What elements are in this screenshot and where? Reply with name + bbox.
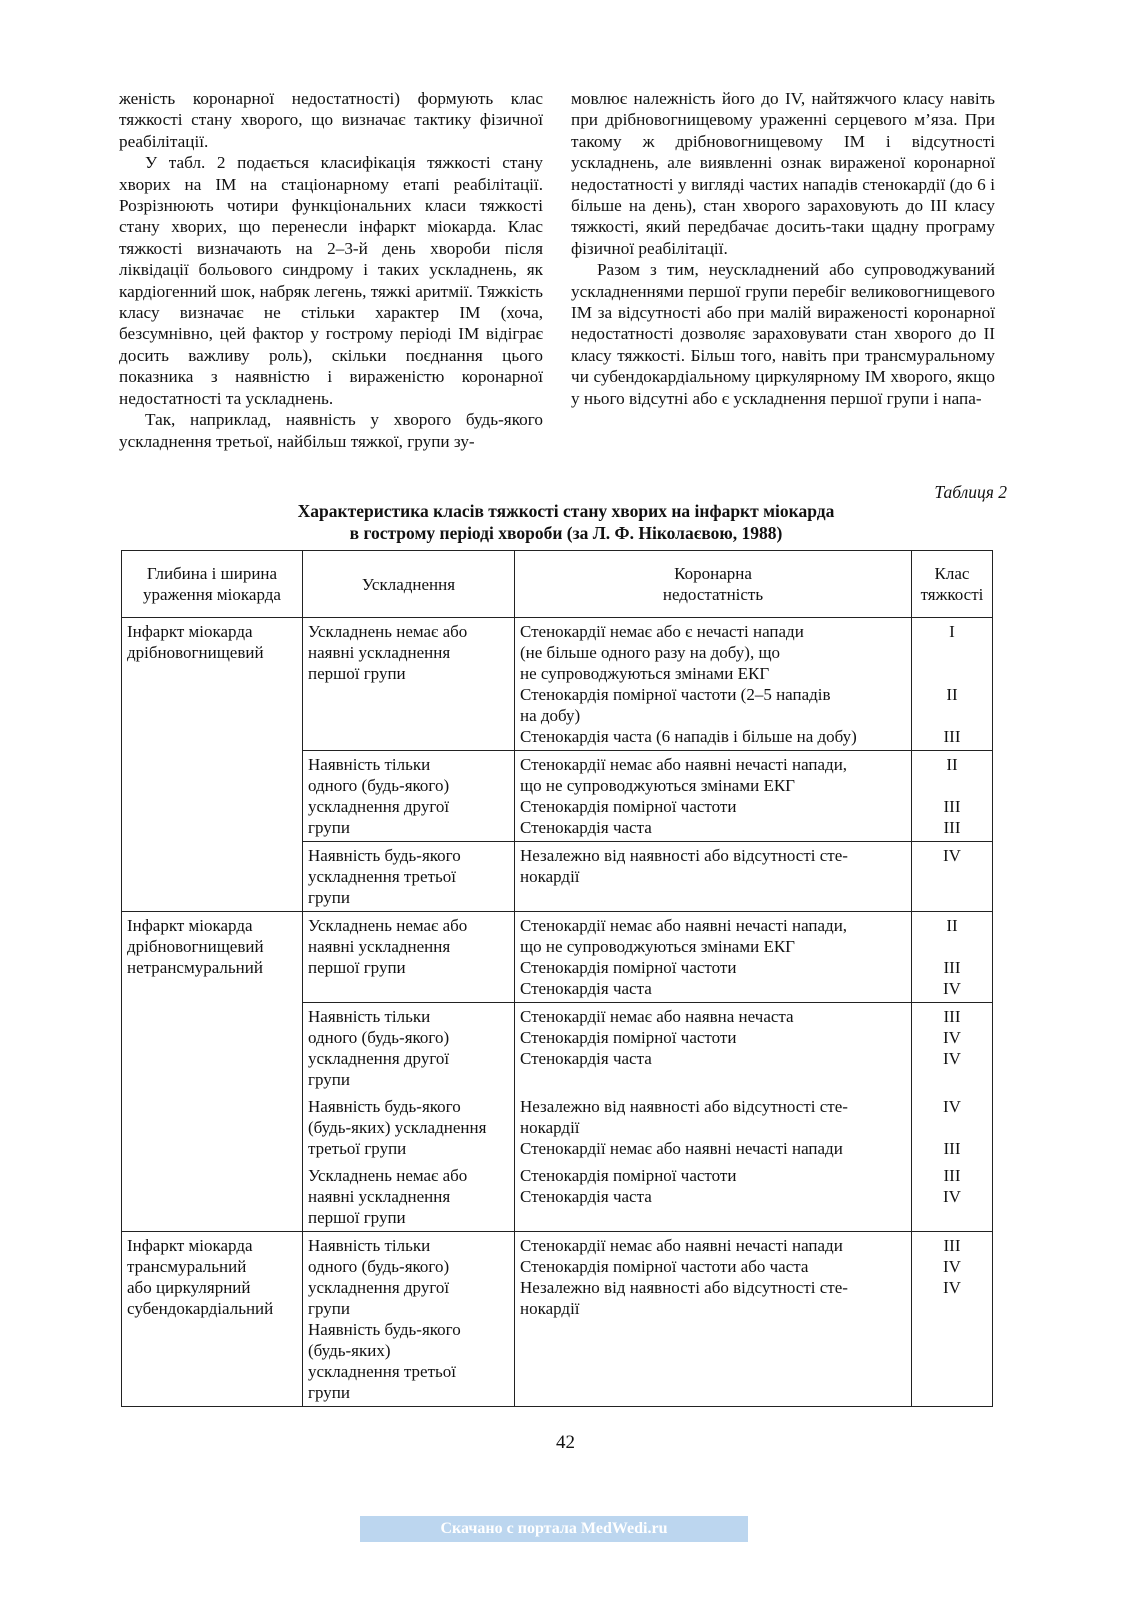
class-value: IV — [943, 979, 961, 998]
class-value: III — [943, 797, 961, 816]
class-value: IV — [943, 1257, 961, 1276]
complication-line: Ускладнень немає або — [308, 1166, 468, 1185]
coronary-line: не супроводжуються змінами ЕКГ — [520, 664, 770, 683]
coronary-cell — [515, 1162, 912, 1232]
complication-line: одного (будь-якого) — [308, 1028, 450, 1047]
class-value: III — [943, 958, 961, 977]
coronary-line: на добу) — [520, 706, 581, 725]
coronary-line: Стенокардії немає або наявні нечасті напади — [520, 1236, 843, 1255]
complication-line: одного (будь-якого) — [308, 1257, 450, 1276]
complication-line: Наявність будь-якого — [308, 1097, 461, 1116]
complication-line: ускладнення другої — [308, 1278, 450, 1297]
coronary-cell — [515, 1232, 912, 1407]
complication-cell — [303, 751, 515, 842]
complication-line: наявні ускладнення — [308, 643, 451, 662]
class-cell — [912, 1093, 993, 1162]
page-number: 42 — [556, 1432, 575, 1453]
class-value: I — [949, 622, 955, 641]
class-cell — [912, 1003, 993, 1094]
complication-line: групи — [308, 888, 350, 907]
coronary-line: Стенокардія часта — [520, 1187, 652, 1206]
coronary-line: Незалежно від наявності або відсутності сте- — [520, 846, 848, 865]
watermark-banner[interactable]: Скачано с портала MedWedi.ru — [360, 1516, 748, 1542]
complication-line: одного (будь-якого) — [308, 776, 450, 795]
class-cell — [912, 912, 993, 1003]
text-column-right — [571, 88, 995, 409]
header-coronary: Коронарна недостатність — [515, 551, 912, 618]
complication-line: (будь-яких) — [308, 1341, 391, 1360]
class-value: II — [946, 916, 958, 935]
complication-line: групи — [308, 1070, 350, 1089]
depth-cell — [122, 618, 303, 912]
coronary-line: Стенокардія помірної частоти — [520, 797, 737, 816]
coronary-line: нокардії — [520, 1118, 580, 1137]
coronary-cell — [515, 1003, 912, 1094]
complication-cell — [303, 1162, 515, 1232]
complication-line: ускладнення другої — [308, 1049, 450, 1068]
depth-line: субендокардіальний — [127, 1299, 274, 1318]
coronary-line: Незалежно від наявності або відсутності сте- — [520, 1097, 848, 1116]
complication-line: третьої групи — [308, 1139, 407, 1158]
depth-line: або циркулярний — [127, 1278, 251, 1297]
coronary-line: Стенокардії немає або наявні нечасті напади, — [520, 916, 848, 935]
header-depth: Глибина і ширина ураження міокарда — [122, 551, 303, 618]
complication-line: ускладнення другої — [308, 797, 450, 816]
class-value — [917, 775, 987, 796]
paragraph: женість коронарної недостатності) формують клас тяжкості стану хворого, що визначає тактику фізичної реабілітації. — [119, 89, 543, 151]
coronary-line: Стенокардії немає або наявні нечасті напади — [520, 1139, 843, 1158]
coronary-cell — [515, 618, 912, 751]
class-value — [917, 663, 987, 684]
coronary-line: що не супроводжуються змінами ЕКГ — [520, 937, 795, 956]
class-value: III — [943, 1007, 961, 1026]
table-body — [122, 618, 993, 1407]
table-row — [122, 618, 993, 751]
severity-classification-table — [121, 550, 993, 1407]
class-cell — [912, 618, 993, 751]
coronary-cell — [515, 751, 912, 842]
complication-line: групи — [308, 1383, 350, 1402]
coronary-line: Стенокардія часта — [520, 1049, 652, 1068]
class-value: IV — [943, 1187, 961, 1206]
class-value — [917, 936, 987, 957]
depth-line: дрібновогнищевий — [127, 643, 264, 662]
class-cell — [912, 1232, 993, 1407]
complication-line: Наявність тільки — [308, 1236, 431, 1255]
coronary-cell — [515, 1093, 912, 1162]
coronary-line: Стенокардія часта (6 нападів і більше на добу) — [520, 727, 857, 746]
paragraph: Так, наприклад, наявність у хворого будь-якого ускладнення третьої, найбільш тяжкої, групи зу- — [119, 410, 543, 451]
complication-line: Ускладнень немає або — [308, 916, 468, 935]
depth-cell — [122, 912, 303, 1232]
coronary-line: Стенокардія помірної частоти або часта — [520, 1257, 809, 1276]
complication-cell — [303, 842, 515, 912]
table-row — [122, 1232, 993, 1407]
coronary-line: Незалежно від наявності або відсутності сте- — [520, 1278, 848, 1297]
complication-line: Наявність будь-якого — [308, 1320, 461, 1339]
class-value: IV — [943, 1097, 961, 1116]
depth-line: дрібновогнищевий — [127, 937, 264, 956]
complication-cell — [303, 618, 515, 751]
coronary-line: нокардії — [520, 867, 580, 886]
coronary-line: (не більше одного разу на добу), що — [520, 643, 781, 662]
class-value: III — [943, 727, 961, 746]
class-value: III — [943, 1236, 961, 1255]
coronary-line: Стенокардії немає або є нечасті напади — [520, 622, 804, 641]
complication-line: Наявність тільки — [308, 1007, 431, 1026]
complication-cell — [303, 1232, 515, 1407]
depth-line: нетрансмуральний — [127, 958, 263, 977]
complication-line: першої групи — [308, 1208, 406, 1227]
paragraph: У табл. 2 подається класифікація тяжкості стану хворих на ІМ на стаціонарному етапі реабілітації. Розрізнюють чотири функціональних класи тяжкості стану хворих, що перенесли інфаркт міокарда. Клас тяжкості визначають на 2–3-й день хвороби після ліквідації больового синдрому і таких ускладнень, як кардіогенний шок, набряк легень, тяжкі аритмії. Тяжкість класу визначає не стільки характер ІМ (хоча, безсумнівно, цей фактор у гострому періоді ІМ відіграє досить важливу роль), скільки поєднання цього показника з наявністю і вираженістю коронарної недостатності та ускладнень. — [119, 153, 543, 408]
coronary-line: Стенокардії немає або наявна нечаста — [520, 1007, 794, 1026]
coronary-line: Стенокардія часта — [520, 979, 652, 998]
text-column-left — [119, 88, 543, 452]
header-complications: Ускладнення — [303, 551, 515, 618]
class-value: IV — [943, 1028, 961, 1047]
class-cell — [912, 751, 993, 842]
paragraph: мовлює належність його до IV, найтяжчого класу навіть при дрібновогнищевому ураженні серцевого м’яза. При такому ж дрібновогнищевому ІМ і відсутності ускладнень, але виявленні ознак вираженої коронарної недостатності у вигляді частих нападів стенокардії (до 6 і більше на день), стан хворого зараховують до III класу тяжкості, який передбачає досить-таки щадну програму фізичної реабілітації. — [571, 89, 995, 258]
complication-line: Наявність тільки — [308, 755, 431, 774]
complication-line: (будь-яких) ускладнення — [308, 1118, 487, 1137]
depth-line: трансмуральний — [127, 1257, 247, 1276]
complication-line: ускладнення третьої — [308, 1362, 456, 1381]
class-value: II — [946, 755, 958, 774]
complication-line: першої групи — [308, 958, 406, 977]
coronary-line: що не супроводжуються змінами ЕКГ — [520, 776, 795, 795]
coronary-line: нокардії — [520, 1299, 580, 1318]
header-class: Клас тяжкості — [912, 551, 993, 618]
complication-line: першої групи — [308, 664, 406, 683]
paragraph: Разом з тим, неускладнений або супроводжуваний ускладненнями першої групи перебіг великовогнищевого ІМ за відсутності або при малій вираженості коронарної недостатності дозволяє зараховувати стан хворого до II класу тяжкості. Більш того, навіть при трансмуральному чи субендокардіальному циркулярному ІМ хворого, якщо у нього відсутні або є ускладнення першої групи і напа- — [571, 260, 995, 408]
class-cell — [912, 842, 993, 912]
complication-cell — [303, 912, 515, 1003]
complication-line: наявні ускладнення — [308, 1187, 451, 1206]
coronary-line: Стенокардія помірної частоти — [520, 1028, 737, 1047]
complication-line: групи — [308, 818, 350, 837]
complication-line: Наявність будь-якого — [308, 846, 461, 865]
table-title — [119, 500, 1013, 544]
table-label: Таблиця 2 — [934, 482, 1007, 502]
class-value: IV — [943, 846, 961, 865]
depth-line: Інфаркт міокарда — [127, 1236, 253, 1255]
coronary-line: Стенокардія помірної частоти — [520, 958, 737, 977]
depth-line: Інфаркт міокарда — [127, 916, 253, 935]
class-value: II — [946, 685, 958, 704]
class-value: III — [943, 1166, 961, 1185]
complication-line: групи — [308, 1299, 350, 1318]
coronary-line: Стенокардія помірної частоти (2–5 нападів — [520, 685, 831, 704]
class-value — [917, 642, 987, 663]
complication-line: наявні ускладнення — [308, 937, 451, 956]
complication-line: ускладнення третьої — [308, 867, 456, 886]
class-value: IV — [943, 1049, 961, 1068]
class-cell — [912, 1162, 993, 1232]
table-title-line: в гострому періоді хвороби (за Л. Ф. Ніколаєвою, 1988) — [349, 523, 783, 543]
table-title-line: Характеристика класів тяжкості стану хворих на інфаркт міокарда — [297, 501, 835, 521]
complication-line: Ускладнень немає або — [308, 622, 468, 641]
coronary-line: Стенокардії немає або наявні нечасті напади, — [520, 755, 848, 774]
coronary-line: Стенокардія часта — [520, 818, 652, 837]
class-value: IV — [943, 1278, 961, 1297]
table-row — [122, 912, 993, 1003]
coronary-cell — [515, 912, 912, 1003]
coronary-line: Стенокардія помірної частоти — [520, 1166, 737, 1185]
complication-cell — [303, 1093, 515, 1162]
class-value: III — [943, 818, 961, 837]
table-header-row — [122, 551, 993, 618]
complication-cell — [303, 1003, 515, 1094]
coronary-cell — [515, 842, 912, 912]
class-value — [917, 1117, 987, 1138]
depth-line: Інфаркт міокарда — [127, 622, 253, 641]
depth-cell — [122, 1232, 303, 1407]
class-value — [917, 705, 987, 726]
class-value: III — [943, 1139, 961, 1158]
